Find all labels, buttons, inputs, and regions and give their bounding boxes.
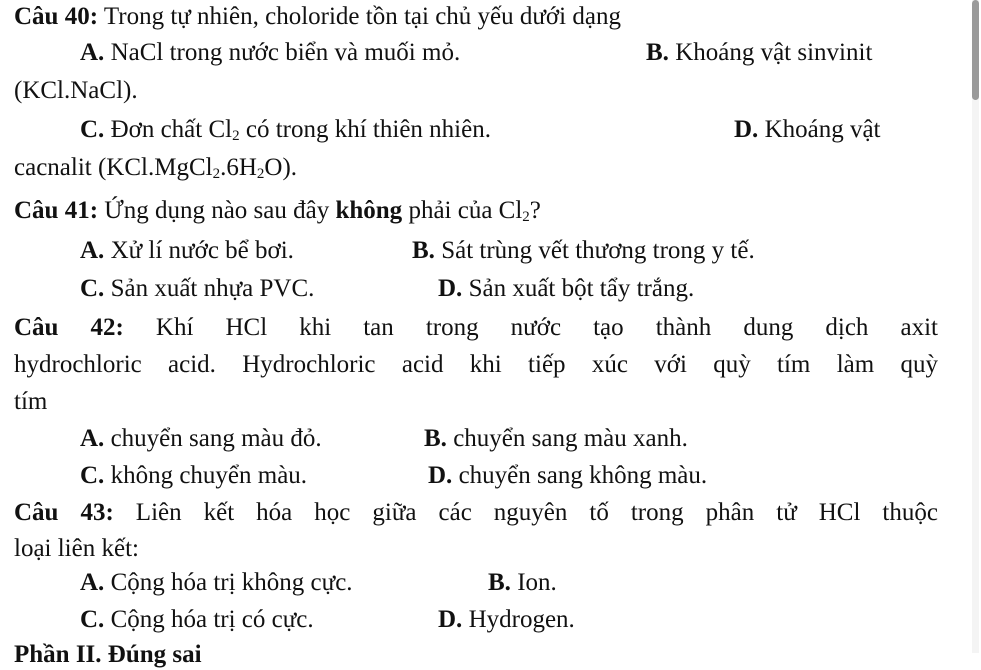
q40-a-key: A. xyxy=(80,39,105,66)
q41-d-text: Sản xuất bột tẩy trắng. xyxy=(462,275,695,302)
q40-option-d-cont xyxy=(14,153,297,183)
q41-c-text: Sản xuất nhựa PVC. xyxy=(104,275,315,302)
q42-stem-line1 xyxy=(14,313,938,343)
q41-option-c xyxy=(80,274,314,304)
q42-option-b xyxy=(424,424,688,454)
q40-option-d xyxy=(734,115,881,145)
q43-label: Câu 43: xyxy=(14,499,114,526)
q43-b-text: Ion. xyxy=(510,569,557,596)
q42-stem1: Khí HCl khi tan trong nước tạo thành dung dịch axit xyxy=(123,314,938,341)
q40-stem: Trong tự nhiên, choloride tồn tại chủ yếu dưới dạng xyxy=(98,3,621,30)
q40-option-c xyxy=(80,116,491,143)
q41-stem-sub: 2 xyxy=(522,209,530,225)
vertical-scrollbar[interactable] xyxy=(972,0,979,653)
q41-a-key: A. xyxy=(80,237,105,264)
q41-d-key: D. xyxy=(438,275,463,302)
q40-label: Câu 40: xyxy=(14,3,99,30)
q43-a-key: A. xyxy=(80,569,105,596)
q40-d-cont1: cacnalit (KCl.MgCl xyxy=(14,154,213,181)
q41-option-d xyxy=(438,274,694,304)
q40-options-cd xyxy=(80,115,938,145)
q40-d-cont3: O). xyxy=(264,154,298,181)
q40-option-b xyxy=(646,38,872,68)
q43-stem-line2: loại liên kết: xyxy=(14,535,139,562)
q41-stem1: Ứng dụng nào sau đây xyxy=(98,197,336,224)
q41-b-key: B. xyxy=(412,237,435,264)
q43-c-text: Cộng hóa trị có cực. xyxy=(104,606,314,633)
q43-d-key: D. xyxy=(438,606,463,633)
q40-b-text: Khoáng vật sinvinit xyxy=(668,39,873,66)
q40-c-text1: Đơn chất Cl xyxy=(104,116,233,143)
q42-b-key: B. xyxy=(424,425,447,452)
q41-label: Câu 41: xyxy=(14,197,99,224)
q41-stem3: ? xyxy=(529,197,541,224)
q43-option-b xyxy=(488,568,557,598)
q42-d-key: D. xyxy=(428,462,453,489)
q41-stem2: phải của Cl xyxy=(402,197,523,224)
q41-stem-line xyxy=(14,196,541,226)
q42-stem-line3: tím xyxy=(14,388,48,415)
q40-option-b-cont: (KCl.NaCl). xyxy=(14,77,138,104)
q42-b-text: chuyển sang màu xanh. xyxy=(446,425,688,452)
q43-b-key: B. xyxy=(488,569,511,596)
q42-c-text: không chuyển màu. xyxy=(104,462,308,489)
q42-option-c xyxy=(80,461,307,491)
q42-a-text: chuyển sang màu đỏ. xyxy=(104,425,322,452)
q42-c-key: C. xyxy=(80,462,105,489)
q40-d-key: D. xyxy=(734,116,759,143)
q40-c-sub: 2 xyxy=(232,128,240,144)
q43-a-text: Cộng hóa trị không cực. xyxy=(104,569,353,596)
q41-option-a xyxy=(80,236,294,266)
q40-b-key: B. xyxy=(646,39,669,66)
q40-option-a xyxy=(80,39,460,66)
q41-b-text: Sát trùng vết thương trong y tế. xyxy=(434,237,755,264)
q43-option-a xyxy=(80,568,353,598)
q41-stem-bold: không xyxy=(335,197,403,224)
q40-options-ab xyxy=(80,38,938,68)
q40-stem-line xyxy=(14,2,621,32)
q42-option-d xyxy=(428,461,707,491)
q41-option-b xyxy=(412,236,755,266)
q43-c-key: C. xyxy=(80,606,105,633)
q42-label: Câu 42: xyxy=(14,314,124,341)
q40-a-text: NaCl trong nước biển và muối mỏ. xyxy=(104,39,461,66)
q40-d-sub2: 2 xyxy=(256,166,265,182)
q42-a-key: A. xyxy=(80,425,105,452)
q40-d-cont2: .6H xyxy=(220,154,257,181)
q40-c-key: C. xyxy=(80,116,105,143)
q40-c-text2: có trong khí thiên nhiên. xyxy=(239,116,491,143)
q43-d-text: Hydrogen. xyxy=(462,606,575,633)
q42-d-text: chuyển sang không màu. xyxy=(452,462,708,489)
q43-stem-line1 xyxy=(14,498,938,528)
next-section-heading-cutoff: Phần II. Đúng sai xyxy=(14,641,202,668)
scrollbar-thumb[interactable] xyxy=(972,0,979,100)
q40-d-text: Khoáng vật xyxy=(758,116,881,143)
q41-a-text: Xử lí nước bể bơi. xyxy=(104,237,294,264)
q42-stem-line2: hydrochloric acid. Hydrochloric acid khi tiếp xúc với quỳ tím làm quỳ xyxy=(14,351,938,378)
q41-c-key: C. xyxy=(80,275,105,302)
q43-option-c xyxy=(80,605,314,635)
q43-stem1: Liên kết hóa học giữa các nguyên tố trong phân tử HCl thuộc xyxy=(113,499,938,526)
q43-option-d xyxy=(438,605,575,635)
q40-d-sub1: 2 xyxy=(212,166,221,182)
q42-option-a xyxy=(80,424,322,454)
